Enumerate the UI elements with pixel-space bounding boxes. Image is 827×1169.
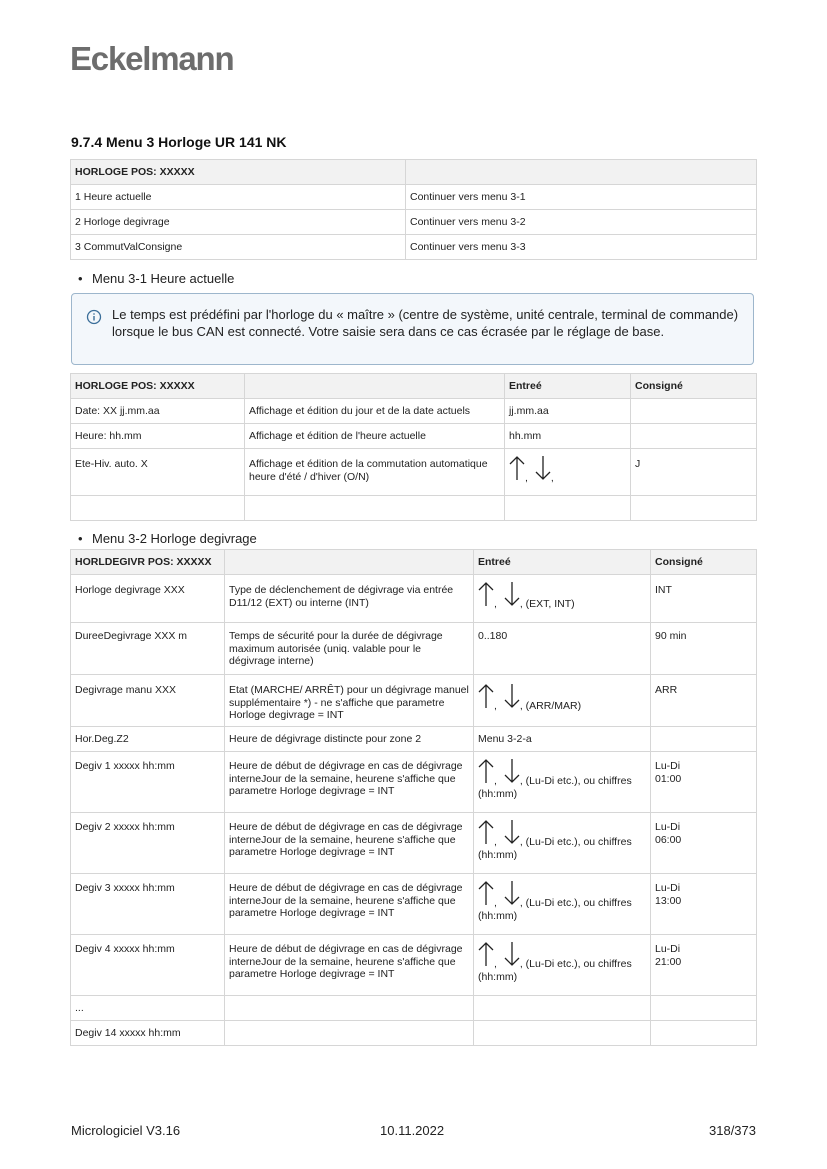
table-header-row (71, 550, 757, 575)
table-cell: Heure de début de dégivrage en cas de dégivrage interneJour de la semaine, heurene s'affiche que parametre Horloge degivrage = INT (225, 874, 474, 935)
table-cell: Heure de début de dégivrage en cas de dégivrage interneJour de la semaine, heurene s'affiche que parametre Horloge degivrage = INT (225, 813, 474, 874)
consigne-day: Lu-Di (655, 882, 681, 894)
table-header-cell (406, 160, 757, 185)
entry-options: , (Lu-Di etc.), ou chiffres (519, 897, 632, 909)
table-cell (651, 813, 757, 874)
table-cell: Degivrage manu XXX (71, 675, 225, 727)
table-cell (245, 496, 505, 521)
table-cell: Degiv 2 xxxxx hh:mm (71, 813, 225, 874)
table-cell: 1 Heure actuelle (71, 185, 406, 210)
footer-firmware: Micrologiciel V3.16 (71, 1123, 181, 1138)
arrow-separator: , (494, 598, 497, 610)
table-cell (631, 424, 757, 449)
consigne-day: Lu-Di (655, 821, 681, 833)
entry-format: (hh:mm) (478, 909, 518, 922)
table-cell (651, 752, 757, 813)
entry-options: , (ARR/MAR) (519, 700, 582, 712)
table-row (71, 575, 757, 623)
table-cell (651, 935, 757, 996)
table-cell: Affichage et édition de l'heure actuelle (245, 424, 505, 449)
table-cell: 0..180 (474, 623, 651, 675)
table-cell: Heure de début de dégivrage en cas de dégivrage interneJour de la semaine, heurene s'affiche que parametre Horloge degivrage = INT (225, 935, 474, 996)
arrow-separator: , (494, 775, 497, 787)
table-row (71, 727, 757, 752)
arrow-up-icon (478, 581, 494, 611)
arrow-up-icon (478, 758, 494, 788)
table-row (71, 752, 757, 813)
consigne-time: 21:00 (655, 955, 682, 968)
table-cell (474, 752, 651, 813)
table-header-cell: Entreé (505, 374, 631, 399)
table-cell: ... (71, 996, 225, 1021)
brand-logo: Eckelmann (70, 40, 234, 77)
table-row (71, 813, 757, 874)
table-cell: Heure de début de dégivrage en cas de dégivrage interneJour de la semaine, heurene s'affiche que parametre Horloge degivrage = INT (225, 752, 474, 813)
table-cell (474, 813, 651, 874)
table-cell: jj.mm.aa (505, 399, 631, 424)
table-cell: Ete-Hiv. auto. X (71, 449, 245, 496)
footer-page-number: 318/373 (709, 1123, 756, 1138)
table-cell: 2 Horloge degivrage (71, 210, 406, 235)
table-cell: Date: XX jj.mm.aa (71, 399, 245, 424)
table-cell: Degiv 14 xxxxx hh:mm (71, 1021, 225, 1046)
bullet-menu-3-1 (78, 271, 234, 286)
arrow-down-icon (504, 819, 520, 849)
table-cell (651, 996, 757, 1021)
table-row (71, 496, 757, 521)
table-header-cell: Entreé (474, 550, 651, 575)
consigne-day: Lu-Di (655, 943, 681, 955)
clock-table (70, 373, 757, 521)
info-note-text: Le temps est prédéfini par l'horloge du « maître » (centre de système, unité centrale, terminal de commande) lorsque le bus CAN est connecté. Votre saisie sera dans ce cas écrasée par le réglage de base. (112, 307, 739, 339)
bullet-dot: • (78, 531, 83, 546)
arrow-up-icon (509, 455, 525, 485)
table-cell: 90 min (651, 623, 757, 675)
table-cell (474, 575, 651, 623)
table-cell: Continuer vers menu 3-1 (406, 185, 757, 210)
table-row (71, 675, 757, 727)
table-row (71, 874, 757, 935)
table-header-row (71, 160, 757, 185)
table-cell: Horloge degivrage XXX (71, 575, 225, 623)
table-cell (71, 496, 245, 521)
entry-options: , (Lu-Di etc.), ou chiffres (519, 836, 632, 848)
defrost-table (70, 549, 757, 1046)
table-row (71, 623, 757, 675)
menu3-table (70, 159, 757, 260)
table-cell (474, 675, 651, 727)
table-cell: DureeDegivrage XXX m (71, 623, 225, 675)
section-title: 9.7.4 Menu 3 Horloge UR 141 NK (71, 134, 287, 150)
footer-date: 10.11.2022 (380, 1123, 445, 1138)
bullet-text: Menu 3-1 Heure actuelle (92, 271, 235, 286)
table-cell (225, 1021, 474, 1046)
table-cell: ARR (651, 675, 757, 727)
entry-format: (hh:mm) (478, 787, 518, 800)
table-cell: hh.mm (505, 424, 631, 449)
table-cell (631, 496, 757, 521)
arrow-separator: , (494, 958, 497, 970)
bullet-text: Menu 3-2 Horloge degivrage (92, 531, 257, 546)
consigne-day: Lu-Di (655, 760, 681, 772)
arrow-up-icon (478, 880, 494, 910)
table-cell: Continuer vers menu 3-2 (406, 210, 757, 235)
consigne-time: 06:00 (655, 833, 682, 846)
arrow-down-icon (504, 941, 520, 971)
arrow-up-icon (478, 683, 494, 713)
arrow-up-icon (478, 941, 494, 971)
arrow-down-icon (504, 683, 520, 713)
arrow-separator: , (525, 472, 528, 484)
table-cell: Heure: hh.mm (71, 424, 245, 449)
info-icon (86, 309, 102, 330)
table-header-cell: HORLDEGIVR POS: XXXXX (71, 550, 225, 575)
table-cell: Heure de dégivrage distincte pour zone 2 (225, 727, 474, 752)
table-cell (474, 1021, 651, 1046)
table-cell (651, 874, 757, 935)
table-cell (505, 496, 631, 521)
table-header-cell: Consigné (651, 550, 757, 575)
arrow-up-icon (478, 819, 494, 849)
table-row (71, 210, 757, 235)
table-cell (631, 399, 757, 424)
table-cell: Degiv 4 xxxxx hh:mm (71, 935, 225, 996)
arrow-separator: , (494, 836, 497, 848)
table-row (71, 424, 757, 449)
table-header-cell: HORLOGE POS: XXXXX (71, 160, 406, 185)
table-header-cell: HORLOGE POS: XXXXX (71, 374, 245, 399)
table-cell (474, 996, 651, 1021)
table-cell: Etat (MARCHE/ ARRÊT) pour un dégivrage manuel supplémentaire *) - ne s'affiche que parametre Horloge degivrage = INT (225, 675, 474, 727)
table-cell (474, 874, 651, 935)
bullet-menu-3-2 (78, 531, 257, 546)
table-cell: INT (651, 575, 757, 623)
bullet-dot: • (78, 271, 83, 286)
table-cell: Degiv 1 xxxxx hh:mm (71, 752, 225, 813)
table-header-cell (225, 550, 474, 575)
table-row (71, 235, 757, 260)
table-header-row (71, 374, 757, 399)
arrow-down-icon (504, 581, 520, 611)
consigne-time: 13:00 (655, 894, 682, 907)
table-cell: 3 CommutValConsigne (71, 235, 406, 260)
table-cell (651, 1021, 757, 1046)
entry-options: , (Lu-Di etc.), ou chiffres (519, 775, 632, 787)
table-row (71, 996, 757, 1021)
table-cell (225, 996, 474, 1021)
entry-format: (hh:mm) (478, 970, 518, 983)
consigne-time: 01:00 (655, 772, 682, 785)
arrow-down-icon (535, 455, 551, 485)
table-cell: Temps de sécurité pour la durée de dégivrage maximum autorisée (uniq. valable pour le dégivrage interne) (225, 623, 474, 675)
arrow-down-icon (504, 880, 520, 910)
table-cell: Affichage et édition du jour et de la date actuels (245, 399, 505, 424)
entry-options: , (EXT, INT) (519, 598, 575, 610)
table-cell (505, 449, 631, 496)
table-cell: Type de déclenchement de dégivrage via entrée D11/12 (EXT) ou interne (INT) (225, 575, 474, 623)
table-cell: Hor.Deg.Z2 (71, 727, 225, 752)
arrow-down-icon (504, 758, 520, 788)
table-cell: Continuer vers menu 3-3 (406, 235, 757, 260)
table-cell: Menu 3-2-a (474, 727, 651, 752)
table-cell: J (631, 449, 757, 496)
arrow-separator: , (550, 472, 554, 484)
table-cell: Affichage et édition de la commutation automatique heure d'été / d'hiver (O/N) (245, 449, 505, 496)
arrow-separator: , (494, 700, 497, 712)
arrow-separator: , (494, 897, 497, 909)
entry-options: , (Lu-Di etc.), ou chiffres (519, 958, 632, 970)
table-row (71, 185, 757, 210)
table-cell (474, 935, 651, 996)
table-row (71, 935, 757, 996)
table-row (71, 399, 757, 424)
table-row (71, 449, 757, 496)
info-note (71, 293, 754, 365)
table-cell (651, 727, 757, 752)
table-header-cell: Consigné (631, 374, 757, 399)
table-row (71, 1021, 757, 1046)
entry-format: (hh:mm) (478, 848, 518, 861)
table-cell: Degiv 3 xxxxx hh:mm (71, 874, 225, 935)
table-header-cell (245, 374, 505, 399)
